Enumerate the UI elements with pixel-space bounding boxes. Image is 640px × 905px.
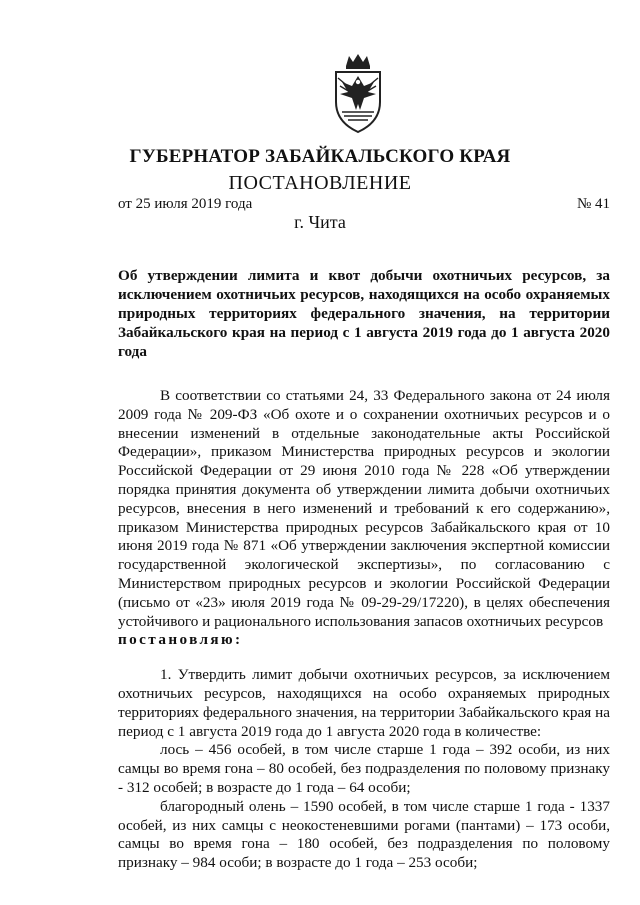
decree-word-line [118,631,610,650]
moose-paragraph: лось – 456 особей, в том числе старше 1 года – 392 особи, из них самцы во время гона – 80 особей, без подразделения по половому признаку - 312 особей; в возрасте до 1 года – 64 особи; [118,741,610,796]
document-title: Об утверждении лимита и квот добычи охотничьих ресурсов, за исключением охотничьих ресурсов, находящихся на особо охраняемых природных территориях федерального значения, на территории Забайкальского края на период с 1 августа 2019 года до 1 августа 2020 года [118,267,610,360]
item-1-paragraph: 1. Утвердить лимит добычи охотничьих ресурсов, за исключением охотничьих ресурсов, находящихся на особо охраняемых природных территориях федерального значения, на территории Забайкальского края на период с 1 августа 2019 года до 1 августа 2020 года в количестве: [118,666,610,740]
document-number: № 41 [576,196,610,212]
coat-of-arms-icon [322,52,394,136]
decree-word: постановляю: [118,631,243,649]
deer-paragraph: благородный олень – 1590 особей, в том числе старше 1 года - 1337 особей, из них самцы с неокостеневшими рогами (пантами) – 173 особи, самцы во время гона – 180 особей, без подразделения по половому признаку – 984 особи; в возрасте до 1 года – 253 особи; [118,797,610,872]
document-body [118,387,610,873]
issuing-authority: ГУБЕРНАТОР ЗАБАЙКАЛЬСКОГО КРАЯ [129,146,511,167]
preamble-text: В соответствии со статьями 24, 33 Федерального закона от 24 июля 2009 года № 209-ФЗ «Об охоте и о сохранении охотничьих ресурсов и о внесении изменений в отдельные законодательные акты Российской Федерации», приказом Министерства природных ресурсов и экологии Российской Федерации от 29 июня 2010 года № 228 «Об утверждении порядка принятия документа об утверждении лимита добычи охотничьих ресурсов, внесения в него изменений и требований к его содержанию», приказом Министерства природных ресурсов Забайкальского края от 10 июня 2019 года № 871 «Об утверждении заключения экспертной комиссии государственной экологической экспертизы», по согласованию с Министерством природных ресурсов и экологии Российской Федерации (письмо от «23» июля 2019 года № 09-29-29/17220), в целях обеспечения устойчивого и рационального использования запасов охотничьих ресурсов [118,387,610,630]
preamble-paragraph [118,387,610,631]
document-type: ПОСТАНОВЛЕНИЕ [228,172,412,194]
document-date: от 25 июля 2019 года [118,196,253,212]
document-city: г. Чита [294,212,346,232]
